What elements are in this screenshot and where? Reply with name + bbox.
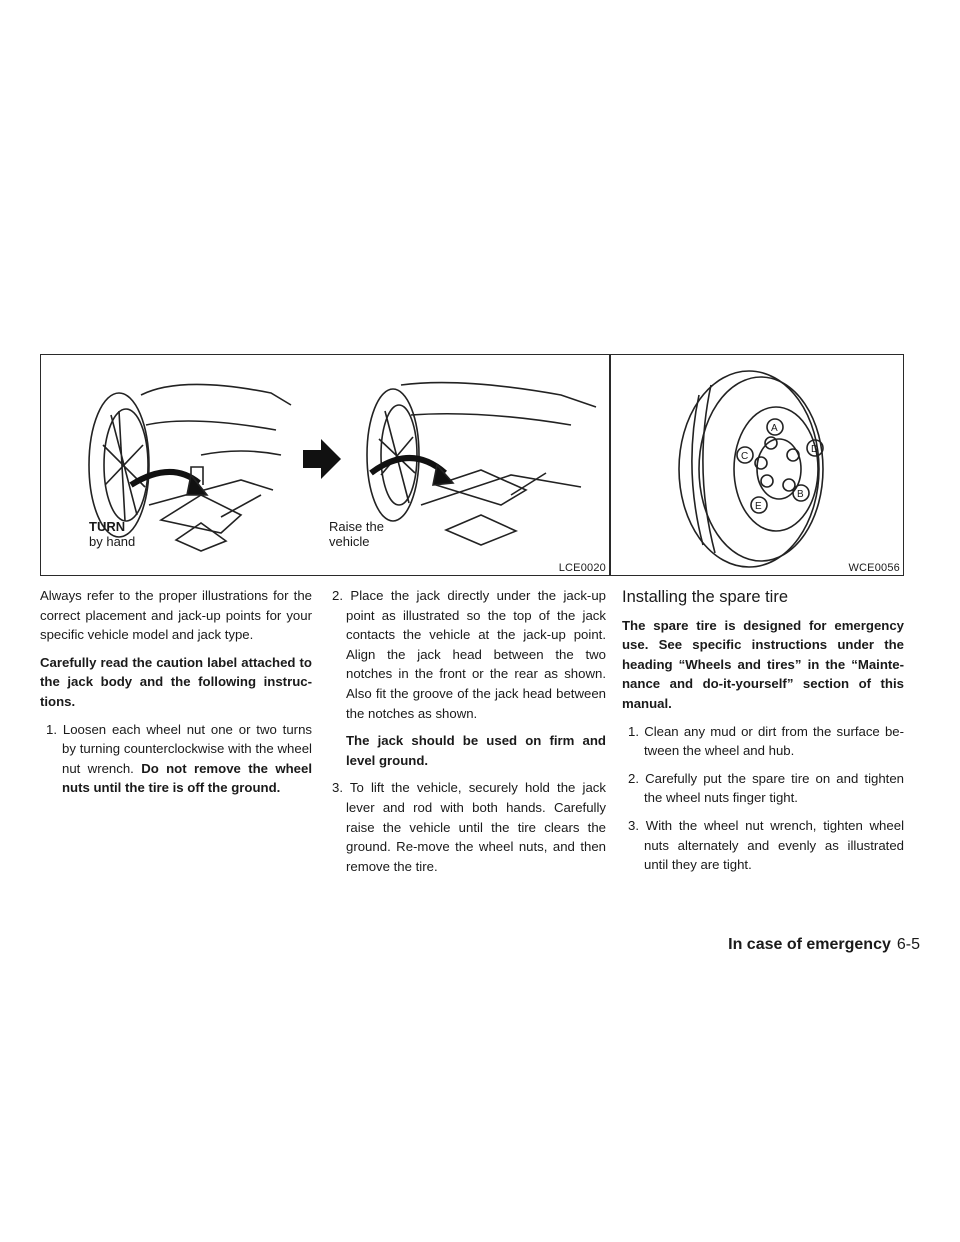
step-2-warning: The jack should be used on firm and level ground. bbox=[346, 733, 606, 768]
spare-tire-intro: The spare tire is designed for emergency use. See specific instructions under the heading “Wheels and tires” in the “Mainte-nance and do-it-yourself” section of this manual. bbox=[622, 617, 904, 711]
tire-figure bbox=[610, 354, 904, 576]
install-step-2 bbox=[622, 769, 904, 808]
page-footer bbox=[728, 936, 920, 954]
callout-raise-2: vehicle bbox=[329, 534, 370, 549]
section-title: Installing the spare tire bbox=[622, 588, 789, 606]
step-2-note bbox=[332, 731, 606, 770]
jack-figure bbox=[40, 354, 610, 576]
column-1 bbox=[40, 586, 312, 806]
step-1 bbox=[40, 720, 312, 798]
label-c: C bbox=[741, 451, 749, 462]
install-step-1 bbox=[622, 722, 904, 761]
install-step-3 bbox=[622, 816, 904, 875]
install-step-1-text: Clean any mud or dirt from the surface be-tween the wheel and hub. bbox=[644, 723, 904, 759]
figure-code: LCE0020 bbox=[558, 562, 606, 574]
step-1-number: 1. bbox=[46, 721, 57, 737]
step-3-text: To lift the vehicle, securely hold the jack lever and rod with both hands. Carefully raise the vehicle until the tire clears the ground. Re-move the wheel nuts, and then remove the tire. bbox=[346, 780, 606, 874]
step-2-number: 2. bbox=[332, 588, 343, 603]
step-3 bbox=[332, 778, 606, 876]
callout-turn-2: by hand bbox=[89, 534, 136, 549]
install-step-2-number: 2. bbox=[628, 770, 639, 786]
label-b: B bbox=[797, 489, 804, 500]
label-d: D bbox=[811, 444, 819, 455]
step-2 bbox=[332, 586, 606, 723]
install-step-3-number: 3. bbox=[628, 817, 639, 833]
install-step-2-text: Carefully put the spare tire on and tighten the wheel nuts finger tight. bbox=[644, 770, 904, 806]
callout-raise: Raise the bbox=[329, 519, 384, 534]
step-1-warning: Do not remove the wheel nuts until the tire is off the ground. bbox=[62, 760, 312, 796]
label-e: E bbox=[755, 501, 762, 512]
step-1-text: Loosen each wheel nut one or two turns by turning counterclockwise with the wheel nut wrench. bbox=[62, 721, 312, 776]
label-a: A bbox=[771, 423, 778, 434]
column-2 bbox=[332, 586, 606, 884]
install-step-1-number: 1. bbox=[628, 723, 639, 739]
page-number: 6-5 bbox=[896, 936, 920, 953]
tire-illustration bbox=[611, 355, 905, 577]
chapter-title: In case of emergency bbox=[728, 936, 891, 953]
column-3 bbox=[622, 586, 904, 883]
step-2-text: Place the jack directly under the jack-up point as illustrated so the top of the jack contacts the vehicle at the jack-up point. Align the jack head between the two notches in the front or the rear as shown. Also fit the groove of the jack head between the notches as shown. bbox=[346, 588, 606, 721]
callout-turn: TURN bbox=[89, 519, 126, 534]
step-3-number: 3. bbox=[332, 780, 343, 796]
caution-paragraph: Carefully read the caution label attached to the jack body and the following instruc-tions. bbox=[40, 654, 312, 709]
figure-code: WCE0056 bbox=[848, 562, 900, 574]
install-step-3-text: With the wheel nut wrench, tighten wheel nuts alternately and evenly as illustrated until they are tight. bbox=[644, 817, 904, 873]
intro-paragraph: Always refer to the proper illustrations for the correct placement and jack-up points for your specific vehicle model and jack type. bbox=[40, 588, 312, 643]
